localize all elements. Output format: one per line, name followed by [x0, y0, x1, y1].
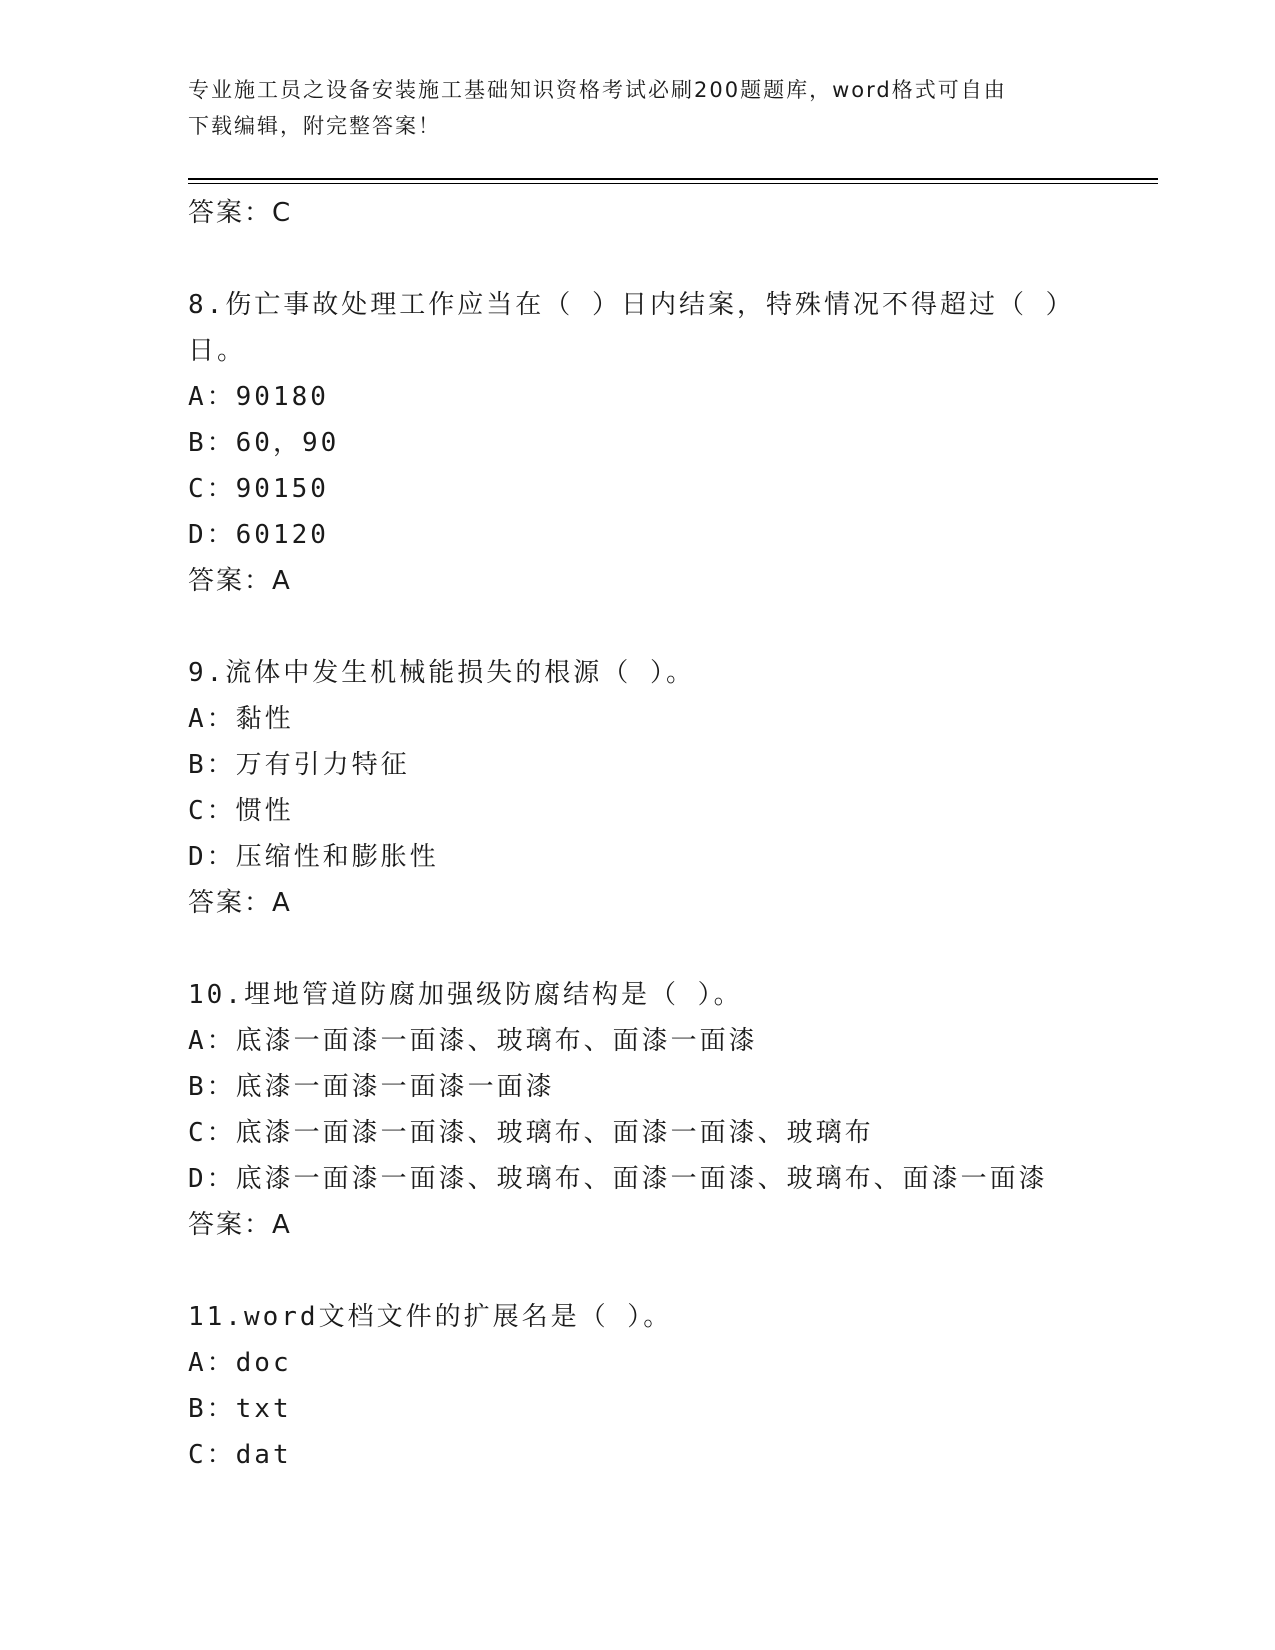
answer: 答案：A: [188, 566, 292, 596]
option-d: D：底漆一面漆一面漆、玻璃布、面漆一面漆、玻璃布、面漆一面漆: [188, 1164, 1048, 1194]
question-11: [188, 1294, 1148, 1478]
option-d: D：压缩性和膨胀性: [188, 842, 439, 872]
question-stem-line-1: 8.伤亡事故处理工作应当在（ ）日内结案，特殊情况不得超过（ ）: [188, 290, 1075, 320]
question-stem-line-1: 9.流体中发生机械能损失的根源（ ）。: [188, 658, 695, 688]
question-8: [188, 282, 1148, 604]
question-stem-line-2: 日。: [188, 336, 247, 366]
document-content: [188, 190, 1148, 1478]
option-c: C：90150: [188, 474, 329, 504]
question-stem-line-1: 11.word文档文件的扩展名是（ ）。: [188, 1302, 673, 1332]
option-b: B：txt: [188, 1394, 292, 1424]
previous-answer: 答案：C: [188, 198, 293, 228]
document-header: [188, 72, 1088, 144]
question-stem-line-1: 10.埋地管道防腐加强级防腐结构是（ ）。: [188, 980, 743, 1010]
header-line-1: 专业施工员之设备安装施工基础知识资格考试必刷200题题库，word格式可自由: [188, 78, 1007, 102]
option-a: A：90180: [188, 382, 329, 412]
answer: 答案：A: [188, 1210, 292, 1240]
question-10: [188, 972, 1148, 1248]
option-c: C：惯性: [188, 796, 294, 826]
option-c: C：底漆一面漆一面漆、玻璃布、面漆一面漆、玻璃布: [188, 1118, 874, 1148]
option-b: B：万有引力特征: [188, 750, 410, 780]
option-b: B：底漆一面漆一面漆一面漆: [188, 1072, 555, 1102]
header-divider-thin: [188, 183, 1158, 184]
option-d: D：60120: [188, 520, 329, 550]
option-a: A：doc: [188, 1348, 292, 1378]
question-9: [188, 650, 1148, 926]
option-b: B：60，90: [188, 428, 340, 458]
header-line-2: 下载编辑，附完整答案！: [188, 114, 441, 138]
option-c: C：dat: [188, 1440, 292, 1470]
option-a: A：底漆一面漆一面漆、玻璃布、面漆一面漆: [188, 1026, 758, 1056]
answer: 答案：A: [188, 888, 292, 918]
option-a: A：黏性: [188, 704, 294, 734]
header-divider-thick: [188, 178, 1158, 180]
